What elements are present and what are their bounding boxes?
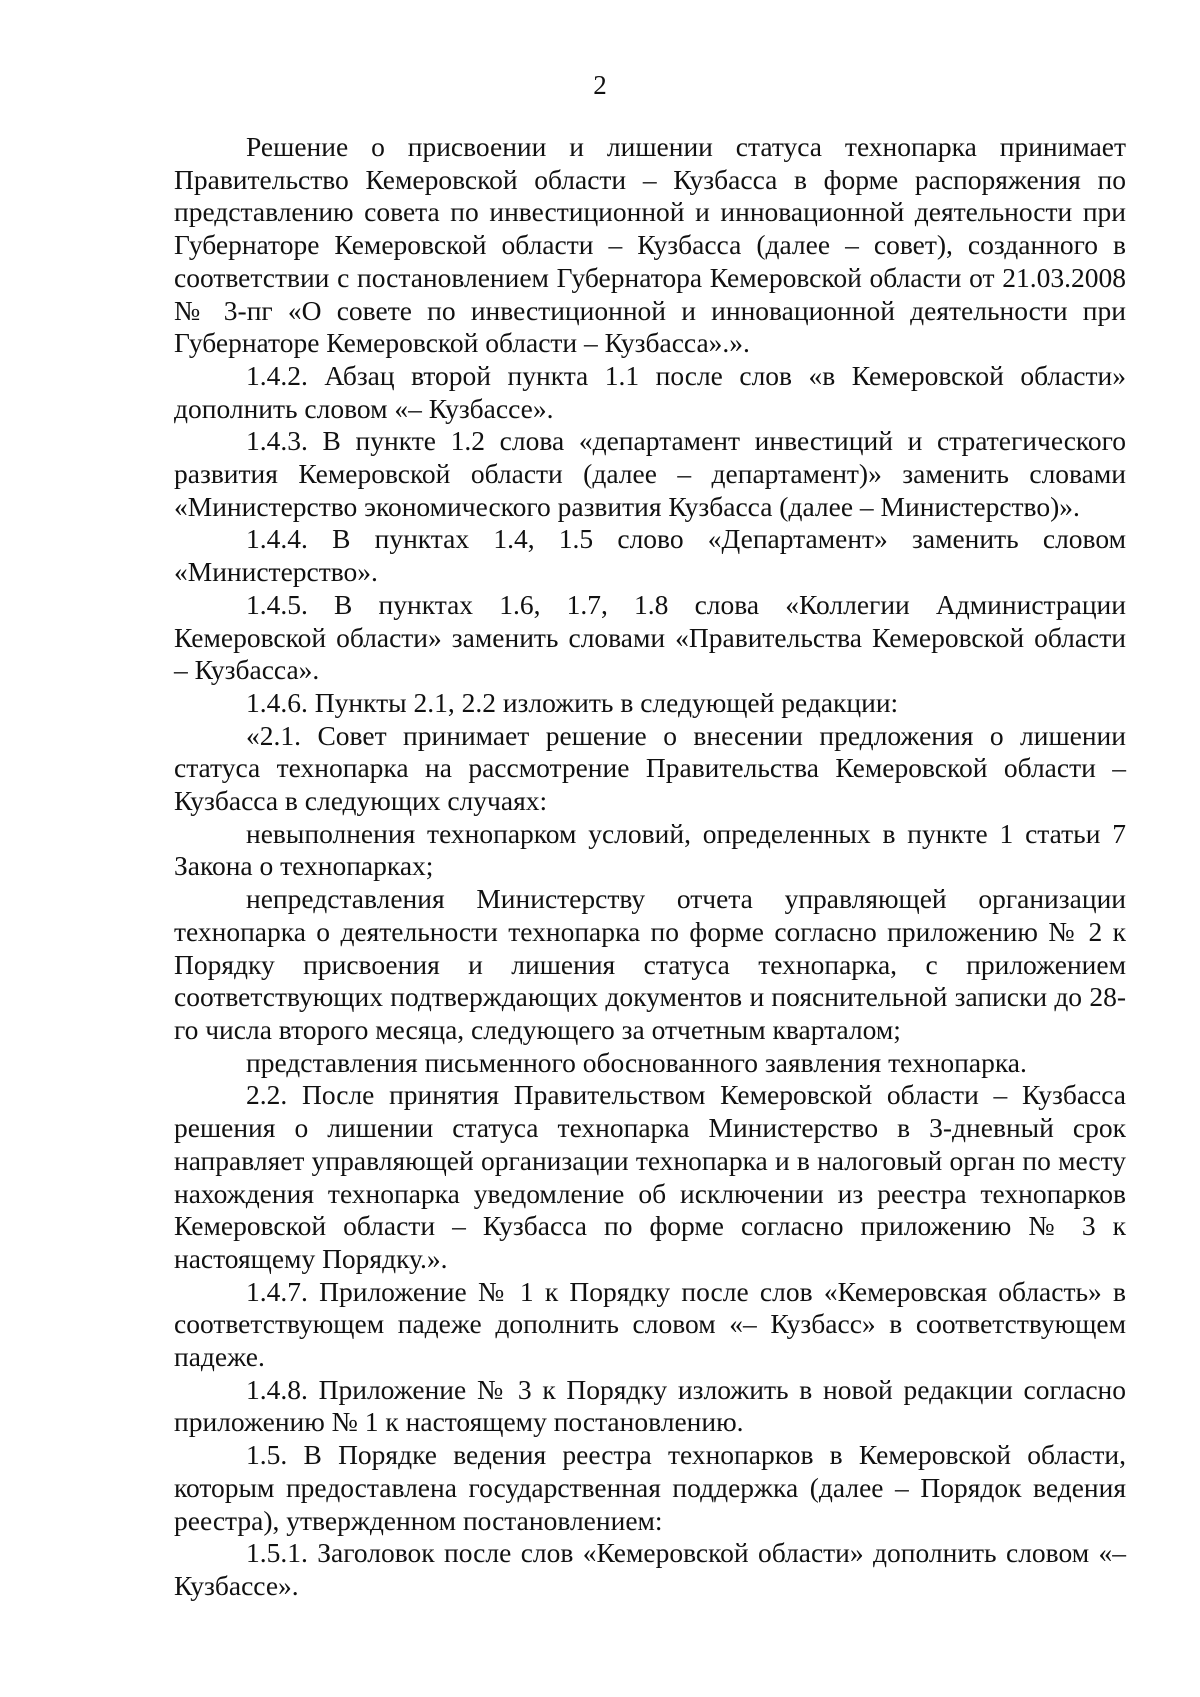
paragraph-2-1-case-2: непредставления Министерству отчета управляющей организации технопарка о деятельности технопарка по форме согласно приложению № 2 к Порядку присвоения и лишения статуса технопарка, с приложением соответствующих подтверждающих документов и пояснительной записки до 28-го числа второго месяца, следующего за отчетным кварталом;	[174, 883, 1126, 1045]
paragraph-1-4-3: 1.4.3. В пункте 1.2 слова «департамент инвестиций и стратегического развития Кемеровской области (далее – департамент)» заменить словами «Министерство экономического развития Кузбасса (далее – Министерство)».	[174, 425, 1126, 522]
paragraph-1-4-7: 1.4.7. Приложение № 1 к Порядку после слов «Кемеровская область» в соответствующем падеже дополнить словом «– Кузбасс» в соответствующем падеже.	[174, 1275, 1126, 1373]
paragraph-1-5: 1.5. В Порядке ведения реестра технопарков в Кемеровской области, которым предоставлена государственная поддержка (далее – Порядок ведения реестра), утвержденном постановлением:	[174, 1439, 1126, 1536]
paragraph-2-1: «2.1. Совет принимает решение о внесении предложения о лишении статуса технопарка на рассмотрение Правительства Кемеровской области – Кузбасса в следующих случаях:	[174, 719, 1126, 817]
paragraph-1-4-2: 1.4.2. Абзац второй пункта 1.1 после слов «в Кемеровской области» дополнить словом «– Кузбассе».	[174, 359, 1126, 424]
paragraph-status-decision: Решение о присвоении и лишении статуса технопарка принимает Правительство Кемеровской области – Кузбасса в форме распоряжения по представлению совета по инвестиционной и инновационной деятельности при Губернаторе Кемеровской области – Кузбасса (далее – совет), созданного в соответствии с постановлением Губернатора Кемеровской области от 21.03.2008 № 3-пг «О совете по инвестиционной и инновационной деятельности при Губернаторе Кемеровской области – Кузбасса».».	[174, 131, 1126, 359]
page-number: 2	[593, 70, 607, 100]
paragraph-2-1-case-3: представления письменного обоснованного заявления технопарка.	[246, 1046, 1027, 1078]
paragraph-1-5-1: 1.5.1. Заголовок после слов «Кемеровской области» дополнить словом «– Кузбассе».	[174, 1537, 1126, 1601]
paragraph-2-1-case-1: невыполнения технопарком условий, определенных в пункте 1 статьи 7 Закона о технопарках;	[174, 817, 1126, 882]
paragraph-1-4-6: 1.4.6. Пункты 2.1, 2.2 изложить в следующей редакции:	[246, 686, 899, 718]
document-body	[174, 131, 1126, 1603]
paragraph-1-4-4: 1.4.4. В пунктах 1.4, 1.5 слово «Департамент» заменить словом «Министерство».	[174, 523, 1126, 588]
paragraph-1-4-5: 1.4.5. В пунктах 1.6, 1.7, 1.8 слова «Коллегии Администрации Кемеровской области» заменить словами «Правительства Кемеровской области – Кузбасса».	[174, 588, 1126, 686]
paragraph-1-4-8: 1.4.8. Приложение № 3 к Порядку изложить в новой редакции согласно приложению № 1 к настоящему постановлению.	[174, 1373, 1126, 1438]
paragraph-2-2: 2.2. После принятия Правительством Кемеровской области – Кузбасса решения о лишении статуса технопарка Министерство в 3-дневный срок направляет управляющей организации технопарка и в налоговый орган по месту нахождения технопарка уведомление об исключении из реестра технопарков Кемеровской области – Кузбасса по форме согласно приложению № 3 к настоящему Порядку.».	[174, 1079, 1126, 1274]
